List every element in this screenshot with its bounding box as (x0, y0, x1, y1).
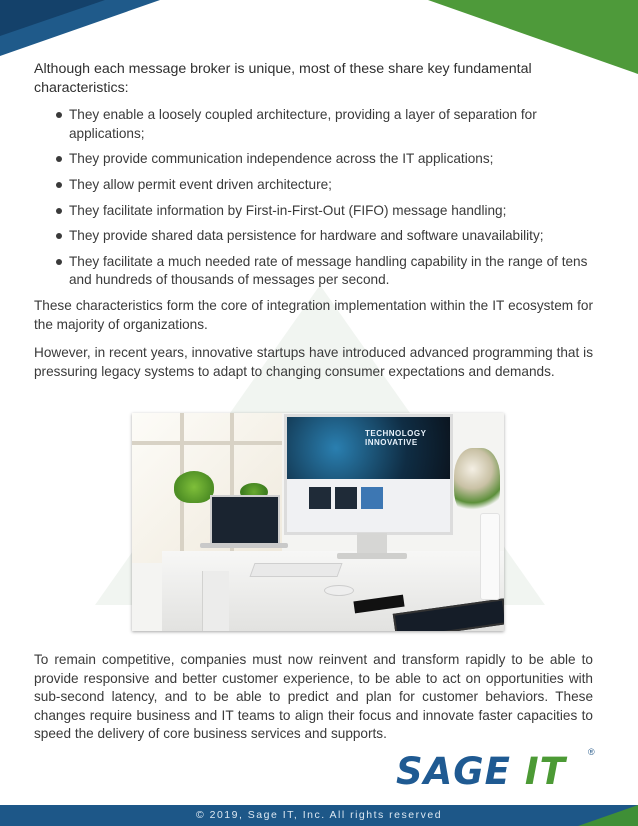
photo-drawer (202, 571, 229, 631)
photo-laptop (210, 495, 280, 545)
paragraph-innovative-startups: However, in recent years, innovative startups have introduced advanced programming that is pressuring legacy systems to adapt to changing consumer expectations and demands. (34, 345, 593, 379)
sage-it-logo (396, 747, 606, 793)
photo-keyboard (249, 563, 342, 577)
paragraph-core-integration: These characteristics form the core of integration implementation within the IT ecosystem for the majority of organizations. (34, 298, 593, 332)
photo-orchid (454, 448, 500, 518)
photo-plant (174, 471, 214, 503)
list-item: They provide communication independence across the IT applications; (56, 150, 593, 169)
photo-screen-title: TECHNOLOGY INNOVATIVE (365, 429, 427, 447)
photo-monitor (284, 414, 453, 535)
list-item: They facilitate a much needed rate of message handling capability in the range of tens and hundreds of thousands of messages per second. (56, 253, 593, 290)
photo-screen-tile (309, 487, 331, 509)
photo-screen-tile (361, 487, 383, 509)
footer-copyright: © 2019, Sage IT, Inc. All rights reserved (195, 809, 443, 821)
top-left-corner-accent (0, 0, 105, 36)
registered-mark-icon: ® (588, 747, 595, 757)
list-item: They provide shared data persistence for hardware and software unavailability; (56, 227, 593, 246)
list-item: They enable a loosely coupled architecture, providing a layer of separation for applications; (56, 106, 593, 143)
photo-monitor-stand (357, 533, 387, 555)
list-item: They allow permit event driven architecture; (56, 176, 593, 195)
intro-heading: Although each message broker is unique, most of these share key fundamental characteristics: (34, 61, 532, 96)
photo-monitor-base (337, 553, 407, 559)
characteristics-list (34, 106, 593, 290)
paragraph-remain-competitive: To remain competitive, companies must now reinvent and transform rapidly to be able to provide responsive and better customer experience, to be able to act on opportunities with sub-second latency, and to be able to predict and plan for customer behaviors. These changes require business and IT teams to align their focus and innovate faster capacities to speed the delivery of core business services and supports. (34, 652, 593, 741)
workspace-photo (132, 413, 504, 631)
logo-brand-suffix: IT (524, 750, 566, 793)
closing-section (34, 651, 593, 754)
logo-brand-text: SAGE (396, 750, 511, 793)
photo-mouse (324, 585, 354, 596)
photo-laptop-base (200, 543, 288, 548)
photo-vase (480, 513, 500, 600)
document-body (34, 60, 593, 391)
list-item: They facilitate information by First-in-First-Out (FIFO) message handling; (56, 202, 593, 221)
photo-screen-tile (335, 487, 357, 509)
